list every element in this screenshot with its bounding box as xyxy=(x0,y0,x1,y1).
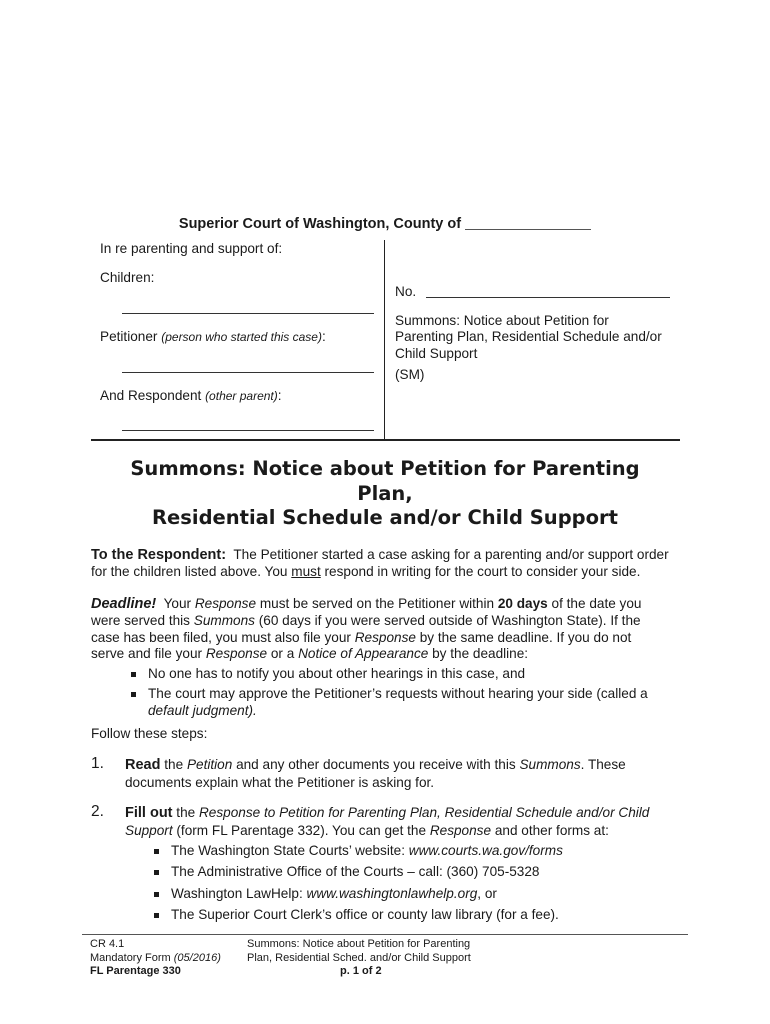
footer-rule xyxy=(82,934,688,935)
form-source-4: The Superior Court Clerk’s office or county law library (for a fee). xyxy=(171,907,559,924)
step-2-number: 2. xyxy=(91,803,104,820)
bullet-square-icon xyxy=(154,892,159,897)
footer-doc-name: Summons: Notice about Petition for Parenting Plan, Residential Sched. and/or Child Support xyxy=(247,938,471,964)
steps-intro: Follow these steps: xyxy=(91,726,208,741)
petitioner-note: (person who started this case) xyxy=(161,330,322,344)
step-1-text: Read the Petition and any other documents you receive with this Summons. These documents explain what the Petitioner is asking for. xyxy=(125,757,626,790)
caption-doc-name: Summons: Notice about Petition for Parenting Plan, Residential Schedule and/or Child Support xyxy=(395,313,662,361)
form-source-3: Washington LawHelp: www.washingtonlawhelp.org, or xyxy=(171,886,497,903)
footer-page-number: p. 1 of 2 xyxy=(340,965,382,977)
petitioner-blank-line xyxy=(122,372,374,373)
step-1-number: 1. xyxy=(91,755,104,772)
bullet-square-icon xyxy=(154,849,159,854)
step-2-text: Fill out the Response to Petition for Parenting Plan, Residential Schedule and/or Child Support (form FL Parentage 332). You can get the Response and other forms at: xyxy=(125,805,650,838)
respondent-note: (other parent) xyxy=(205,389,278,403)
to-respondent-heading: To the Respondent: xyxy=(91,547,227,563)
county-blank-line xyxy=(465,215,591,230)
children-blank-line xyxy=(122,313,374,314)
case-number-blank-line xyxy=(426,297,670,298)
bullet-square-icon xyxy=(154,913,159,918)
court-title: Superior Court of Washington, County of xyxy=(178,216,462,232)
footer-form-id: FL Parentage 330 xyxy=(90,965,181,977)
respondent-blank-line xyxy=(122,430,374,431)
deadline-heading: Deadline! xyxy=(91,596,157,612)
bullet-square-icon xyxy=(131,692,136,697)
bullet-square-icon xyxy=(131,672,136,677)
in-re-label: In re parenting and support of: xyxy=(100,241,283,256)
caption-bottom-rule xyxy=(91,439,680,441)
caption-vertical-rule xyxy=(384,240,385,440)
form-source-2: The Administrative Office of the Courts – call: (360) 705-5328 xyxy=(171,864,539,881)
must-emphasis: must xyxy=(291,563,321,579)
document-title: Summons: Notice about Petition for Parenting Plan, Residential Schedule and/or Child Support xyxy=(130,457,640,529)
to-respondent-paragraph: To the Respondent: The Petitioner started a case asking for a parenting and/or support order for the children listed above. You must respond in writing for the court to consider your side. xyxy=(91,547,669,579)
children-label: Children: xyxy=(100,270,155,285)
deadline-bullet-2: The court may approve the Petitioner’s requests without hearing your side (called a default judgment). xyxy=(148,686,648,720)
deadline-bullet-1: No one has to notify you about other hearings in this case, and xyxy=(148,666,525,683)
respondent-label: And Respondent (other parent): xyxy=(100,388,282,403)
deadline-paragraph: Deadline! Your Response must be served on the Petitioner within 20 days of the date you were served this Summons (60 days if you were served outside of Washington State). If the case has been filed, you must also file your Response by the same deadline. If you do not serve and file your Response or a Notice of Appearance by the deadline: xyxy=(91,596,642,662)
case-number-label: No. xyxy=(395,284,417,299)
form-source-1: The Washington State Courts’ website: www.courts.wa.gov/forms xyxy=(171,843,563,860)
twenty-days: 20 days xyxy=(497,596,548,611)
footer-rule-cite: CR 4.1 xyxy=(90,938,125,950)
lawhelp-website-link[interactable]: www.washingtonlawhelp.org xyxy=(306,886,478,901)
footer-left: CR 4.1 Mandatory Form (05/2016) FL Parentage 330 xyxy=(90,938,221,977)
court-header xyxy=(0,215,770,232)
caption-doc-code: (SM) xyxy=(395,367,425,382)
petitioner-label: Petitioner (person who started this case): xyxy=(100,329,326,344)
bullet-square-icon xyxy=(154,870,159,875)
courts-website-link[interactable]: www.courts.wa.gov/forms xyxy=(408,843,563,858)
